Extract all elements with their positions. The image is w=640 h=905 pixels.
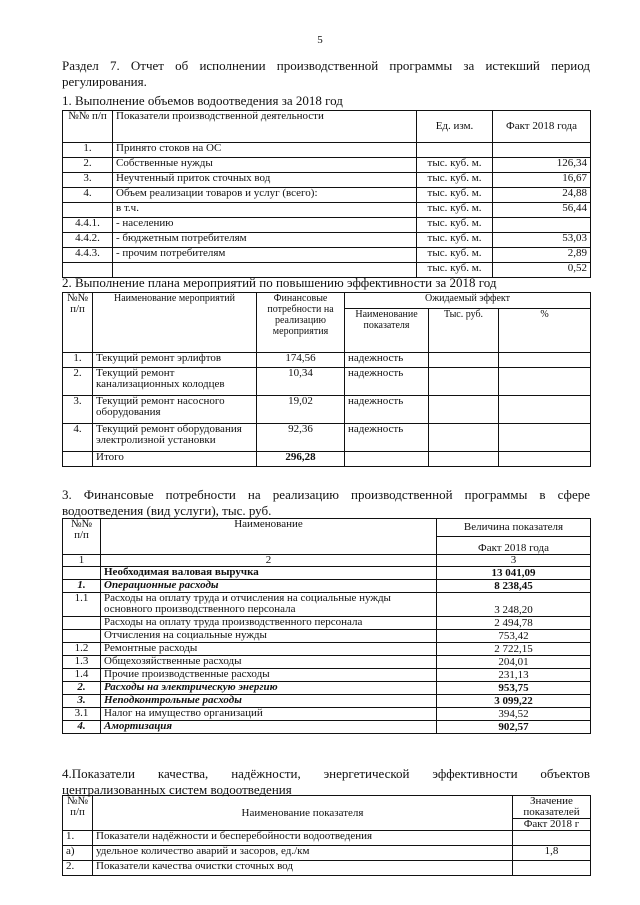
table-1-cell-unit: тыс. куб. м. — [417, 203, 493, 218]
table-2-header-indicator: Наименование показателя — [345, 309, 429, 353]
table-3-cell-num: 2. — [63, 682, 101, 695]
table-2-cell-pct — [499, 353, 591, 368]
table-3-cell-val: 2 722,15 — [437, 643, 591, 656]
table-3-cell-val: 204,01 — [437, 656, 591, 669]
table-2-cell-fin: 19,02 — [257, 396, 345, 424]
table-3-cell-num: 1.1 — [63, 593, 101, 617]
table-1-cell-fact: 126,34 — [493, 158, 591, 173]
table-3-row — [63, 567, 591, 580]
table-2-row — [63, 424, 591, 452]
table-2-cell-indicator: надежность — [345, 424, 429, 452]
table-1-header-unit: Ед. изм. — [417, 111, 493, 143]
table-1-header-fact: Факт 2018 года — [493, 111, 591, 143]
table-3-col-3: 3 — [437, 555, 591, 567]
table-2-cell-rub — [429, 424, 499, 452]
table-2-total-value: 296,28 — [257, 452, 345, 467]
table-2-cell-name: Текущий ремонт канализационных колодцев — [93, 368, 257, 396]
table-2-cell-indicator: надежность — [345, 396, 429, 424]
table-3-header-num: №№ п/п — [63, 519, 101, 555]
table-1-row — [63, 143, 591, 158]
table-1-row — [63, 188, 591, 203]
table-1-cell-num — [63, 203, 113, 218]
table-4-header-name: Наименование показателя — [93, 796, 513, 831]
table-1-cell-name: - бюджетным потребителям — [113, 233, 417, 248]
table-3-cell-name: Расходы на электрическую энергию — [101, 682, 437, 695]
table-1-cell-name: - населению — [113, 218, 417, 233]
table-1-cell-unit: тыс. куб. м. — [417, 158, 493, 173]
table-4-header-fact: Факт 2018 г — [513, 819, 591, 831]
section-7-title — [62, 58, 590, 90]
table-4-row — [63, 846, 591, 861]
table-3-cell-name: Отчисления на социальные нужды — [101, 630, 437, 643]
table-1-cell-fact: 24,88 — [493, 188, 591, 203]
table-3-cell-name: Общехозяйственные расходы — [101, 656, 437, 669]
table-4 — [62, 795, 591, 876]
table-3-row — [63, 695, 591, 708]
table-3-col-2: 2 — [101, 555, 437, 567]
table-3-cell-val: 231,13 — [437, 669, 591, 682]
table-3-row — [63, 630, 591, 643]
table-1-cell-unit: тыс. куб. м. — [417, 188, 493, 203]
table-3-row — [63, 682, 591, 695]
table-3-cell-name: Операционные расходы — [101, 580, 437, 593]
table-4-cell-num: 2. — [63, 861, 93, 876]
table-1-cell-num: 3. — [63, 173, 113, 188]
table-3-cell-val: 2 494,78 — [437, 617, 591, 630]
table-2-header-rub: Тыс. руб. — [429, 309, 499, 353]
table-1-cell-unit — [417, 143, 493, 158]
table-2-cell-name: Текущий ремонт эрлифтов — [93, 353, 257, 368]
table-1-cell-num: 4.4.1. — [63, 218, 113, 233]
table-3-heading: 3. Финансовые потребности на реализацию производственной программы в сфере водоотведения (вид услуги), тыс. руб. — [62, 487, 590, 518]
table-3-cell-num: 1.2 — [63, 643, 101, 656]
table-2-header-effect: Ожидаемый эффект — [345, 293, 591, 309]
table-3-row — [63, 593, 591, 617]
table-1-header-name: Показатели производственной деятельности — [113, 111, 417, 143]
table-1-row — [63, 218, 591, 233]
table-2-cell-rub — [429, 353, 499, 368]
table-2-cell-indicator: надежность — [345, 353, 429, 368]
table-3-cell-num: 1.3 — [63, 656, 101, 669]
table-4-cell-name: Показатели надёжности и бесперебойности водоотведения — [93, 831, 513, 846]
table-3-cell-val: 8 238,45 — [437, 580, 591, 593]
table-2-total-num — [63, 452, 93, 467]
table-2-cell-fin: 10,34 — [257, 368, 345, 396]
table-2-header-num: №№ п/п — [63, 293, 93, 353]
table-1-cell-name: - прочим потребителям — [113, 248, 417, 263]
table-1 — [62, 110, 591, 278]
table-4-cell-val — [513, 831, 591, 846]
table-3-cell-num: 4. — [63, 721, 101, 734]
table-3-cell-num: 3. — [63, 695, 101, 708]
table-3-cell-name: Прочие производственные расходы — [101, 669, 437, 682]
table-3-cell-val: 902,57 — [437, 721, 591, 734]
table-2-cell-name: Текущий ремонт насосного оборудования — [93, 396, 257, 424]
table-3-cell-val: 753,42 — [437, 630, 591, 643]
table-4-cell-val: 1,8 — [513, 846, 591, 861]
table-2-cell-name: Текущий ремонт оборудования электролизной установки — [93, 424, 257, 452]
table-1-cell-fact: 0,52 — [493, 263, 591, 278]
table-1-heading: 1. Выполнение объемов водоотведения за 2018 год — [62, 93, 343, 108]
table-3-cell-name: Расходы на оплату труда производственного персонала — [101, 617, 437, 630]
table-3-cell-num — [63, 630, 101, 643]
table-2-row — [63, 396, 591, 424]
table-3-row — [63, 643, 591, 656]
table-3-cell-num — [63, 567, 101, 580]
table-1-cell-name: Принято стоков на ОС — [113, 143, 417, 158]
table-3-cell-name: Неподконтрольные расходы — [101, 695, 437, 708]
table-3-col-1: 1 — [63, 555, 101, 567]
table-2-cell-num: 3. — [63, 396, 93, 424]
table-1-cell-fact: 2,89 — [493, 248, 591, 263]
table-1-cell-unit: тыс. куб. м. — [417, 233, 493, 248]
table-2-cell-num: 2. — [63, 368, 93, 396]
table-1-cell-name: Неучтенный приток сточных вод — [113, 173, 417, 188]
table-2-cell-pct — [499, 368, 591, 396]
table-3-cell-val: 13 041,09 — [437, 567, 591, 580]
table-4-heading: 4.Показатели качества, надёжности, энергетической эффективности объектов централизованных систем водоотведения — [62, 766, 590, 797]
table-3-cell-num — [63, 617, 101, 630]
table-3-cell-name: Налог на имущество организаций — [101, 708, 437, 721]
table-2-header-fin: Финансовые потребности на реализацию мероприятия — [257, 293, 345, 353]
table-1-cell-unit: тыс. куб. м. — [417, 173, 493, 188]
table-2-cell-rub — [429, 396, 499, 424]
table-2-row — [63, 353, 591, 368]
table-4-cell-val — [513, 861, 591, 876]
table-1-cell-fact: 53,03 — [493, 233, 591, 248]
table-1-cell-fact: 16,67 — [493, 173, 591, 188]
table-1-row — [63, 203, 591, 218]
table-2 — [62, 292, 591, 467]
table-1-row — [63, 158, 591, 173]
table-1-cell-fact — [493, 143, 591, 158]
table-2-total-label: Итого — [93, 452, 257, 467]
table-4-cell-num: а) — [63, 846, 93, 861]
table-4-cell-name: Показатели качества очистки сточных вод — [93, 861, 513, 876]
table-3-header-val: Величина показателя — [437, 519, 591, 537]
table-3-cell-val: 3 099,22 — [437, 695, 591, 708]
table-2-row — [63, 368, 591, 396]
table-3-cell-num: 3.1 — [63, 708, 101, 721]
table-1-cell-unit: тыс. куб. м. — [417, 263, 493, 278]
table-3-cell-num: 1. — [63, 580, 101, 593]
table-4-row — [63, 861, 591, 876]
table-1-cell-fact: 56,44 — [493, 203, 591, 218]
table-2-cell-fin: 174,56 — [257, 353, 345, 368]
table-1-cell-name: в т.ч. — [113, 203, 417, 218]
section-7-title-text: Раздел 7. Отчет об исполнении производственной программы за истекший период регулирования. — [62, 58, 590, 89]
table-1-cell-num: 4.4.3. — [63, 248, 113, 263]
table-2-total-empty — [345, 452, 429, 467]
table-3-row — [63, 669, 591, 682]
table-3-cell-name: Необходимая валовая выручка — [101, 567, 437, 580]
table-2-cell-pct — [499, 396, 591, 424]
table-1-cell-num: 4.4.2. — [63, 233, 113, 248]
table-3-row — [63, 721, 591, 734]
page-number: 5 — [317, 34, 323, 46]
table-1-cell-unit: тыс. куб. м. — [417, 248, 493, 263]
table-4-header-num: №№ п/п — [63, 796, 93, 831]
table-1-header-num: №№ п/п — [63, 111, 113, 143]
table-3 — [62, 518, 591, 734]
table-3-cell-name: Ремонтные расходы — [101, 643, 437, 656]
table-3-row — [63, 617, 591, 630]
table-3-row — [63, 580, 591, 593]
table-1-cell-name: Объем реализации товаров и услуг (всего): — [113, 188, 417, 203]
table-2-cell-indicator: надежность — [345, 368, 429, 396]
table-3-row — [63, 656, 591, 669]
table-2-cell-num: 4. — [63, 424, 93, 452]
table-2-header-pct: % — [499, 309, 591, 353]
table-1-cell-fact — [493, 218, 591, 233]
table-2-cell-num: 1. — [63, 353, 93, 368]
table-4-cell-name: удельное количество аварий и засоров, ед./км — [93, 846, 513, 861]
table-2-header-name: Наименование мероприятий — [93, 293, 257, 353]
table-3-row — [63, 708, 591, 721]
table-1-row — [63, 248, 591, 263]
table-4-cell-num: 1. — [63, 831, 93, 846]
table-2-cell-fin: 92,36 — [257, 424, 345, 452]
table-2-cell-rub — [429, 368, 499, 396]
table-3-cell-val: 953,75 — [437, 682, 591, 695]
table-2-cell-pct — [499, 424, 591, 452]
table-1-cell-num: 2. — [63, 158, 113, 173]
table-1-row — [63, 233, 591, 248]
table-1-row — [63, 173, 591, 188]
table-3-cell-name: Амортизация — [101, 721, 437, 734]
table-3-cell-val: 3 248,20 — [437, 593, 591, 617]
table-3-header-fact: Факт 2018 года — [437, 537, 591, 555]
table-1-cell-name: Собственные нужды — [113, 158, 417, 173]
table-1-cell-unit: тыс. куб. м. — [417, 218, 493, 233]
table-3-cell-name: Расходы на оплату труда и отчисления на социальные нужды основного производственного персонала — [101, 593, 437, 617]
table-4-row — [63, 831, 591, 846]
table-4-header-val: Значение показателей — [513, 796, 591, 819]
table-1-cell-num: 4. — [63, 188, 113, 203]
table-3-header-name: Наименование — [101, 519, 437, 555]
table-1-cell-num: 1. — [63, 143, 113, 158]
table-2-heading: 2. Выполнение плана мероприятий по повышению эффективности за 2018 год — [62, 275, 497, 290]
table-3-cell-num: 1.4 — [63, 669, 101, 682]
table-3-cell-val: 394,52 — [437, 708, 591, 721]
